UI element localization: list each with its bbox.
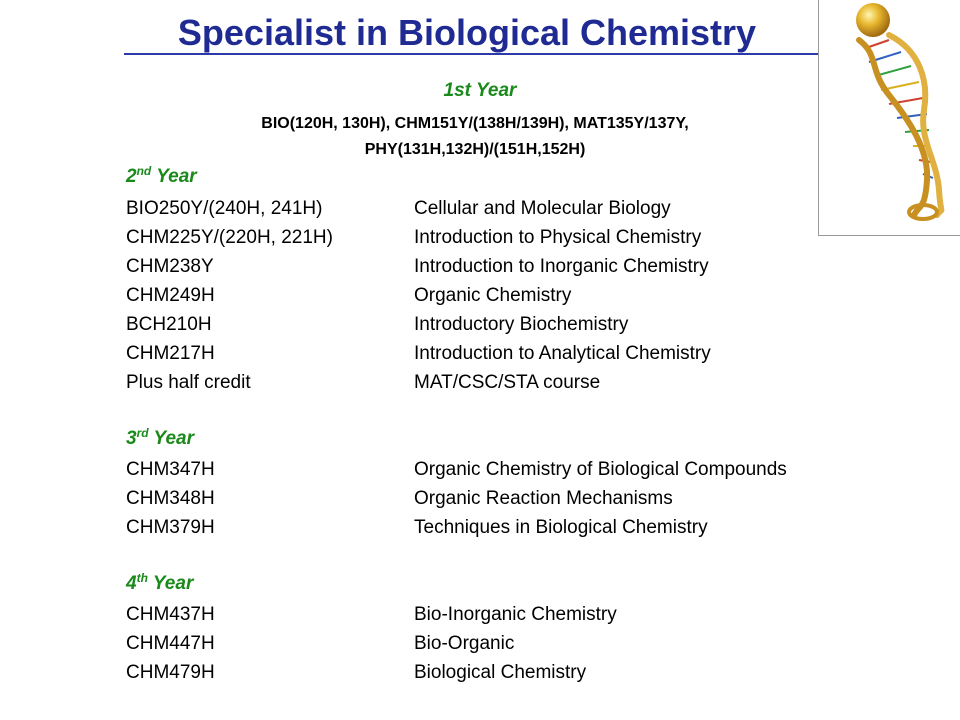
course-name: MAT/CSC/STA course bbox=[414, 372, 601, 393]
course-code: CHM347H bbox=[126, 459, 215, 480]
year3-heading bbox=[126, 428, 194, 450]
page-title: Specialist in Biological Chemistry bbox=[177, 12, 757, 53]
year1-courses-line1: BIO(120H, 130H), CHM151Y/(138H/139H), MAT135Y/137Y, bbox=[261, 115, 689, 132]
course-code: CHM447H bbox=[126, 633, 215, 654]
course-code: CHM225Y/(220H, 221H) bbox=[126, 227, 333, 248]
year2-word: Year bbox=[156, 166, 197, 187]
course-code: CHM238Y bbox=[126, 256, 214, 277]
course-name: Organic Reaction Mechanisms bbox=[414, 488, 673, 509]
year2-suffix: nd bbox=[136, 164, 152, 178]
course-name: Bio-Inorganic Chemistry bbox=[414, 604, 617, 625]
course-name: Introduction to Physical Chemistry bbox=[414, 227, 702, 248]
course-name: Cellular and Molecular Biology bbox=[414, 198, 671, 219]
course-name: Introduction to Analytical Chemistry bbox=[414, 343, 711, 364]
course-code: BIO250Y/(240H, 241H) bbox=[126, 198, 323, 219]
course-name: Techniques in Biological Chemistry bbox=[414, 517, 708, 538]
title-underline bbox=[124, 53, 824, 55]
course-code: CHM249H bbox=[126, 285, 215, 306]
year3-number: 3 bbox=[126, 428, 137, 449]
course-name: Bio-Organic bbox=[414, 633, 515, 654]
year4-number: 4 bbox=[126, 573, 137, 594]
dna-helix-image bbox=[818, 0, 960, 236]
course-code: BCH210H bbox=[126, 314, 212, 335]
course-name: Organic Chemistry of Biological Compounds bbox=[414, 459, 787, 480]
year2-number: 2 bbox=[126, 166, 137, 187]
year4-suffix: th bbox=[136, 571, 148, 585]
year1-courses bbox=[140, 111, 810, 163]
course-code: CHM217H bbox=[126, 343, 215, 364]
course-code: CHM379H bbox=[126, 517, 215, 538]
course-code: Plus half credit bbox=[126, 372, 251, 393]
dna-helix-icon bbox=[819, 0, 960, 236]
year1-heading: 1st Year bbox=[443, 80, 517, 101]
year3-suffix: rd bbox=[136, 426, 149, 440]
course-code: CHM348H bbox=[126, 488, 215, 509]
course-code: CHM437H bbox=[126, 604, 215, 625]
year1-courses-line2: PHY(131H,132H)/(151H,152H) bbox=[364, 141, 586, 158]
year3-word: Year bbox=[153, 428, 195, 449]
course-name: Biological Chemistry bbox=[414, 662, 587, 683]
year4-heading bbox=[126, 573, 193, 595]
year2-heading bbox=[126, 166, 197, 188]
course-name: Organic Chemistry bbox=[414, 285, 572, 306]
year4-word: Year bbox=[152, 573, 194, 594]
course-name: Introductory Biochemistry bbox=[414, 314, 629, 335]
course-name: Introduction to Inorganic Chemistry bbox=[414, 256, 709, 277]
course-code: CHM479H bbox=[126, 662, 215, 683]
